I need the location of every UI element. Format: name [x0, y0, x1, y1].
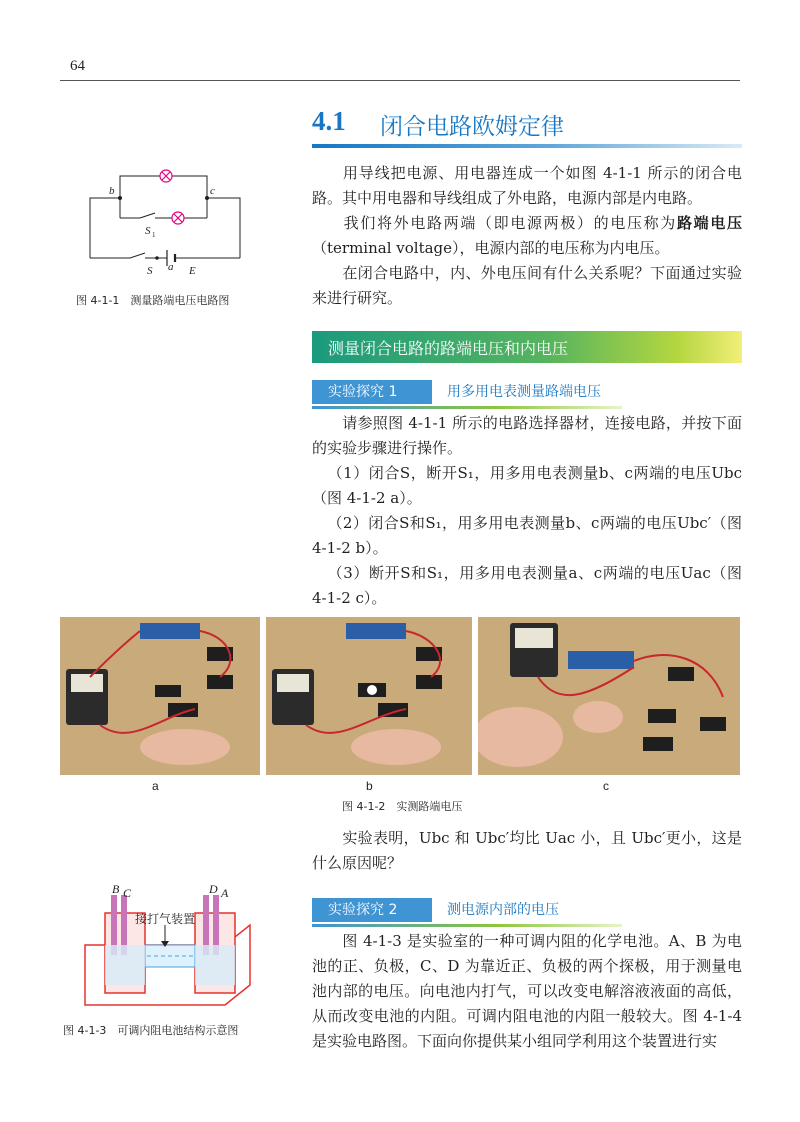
photo-c-illustration: [478, 617, 740, 775]
experiment-1-title: 用多用电表测量路端电压: [447, 384, 601, 400]
photo-a-label: a: [152, 779, 159, 793]
intro-paragraph-1: 用导线把电源、用电器连成一个如图 4-1-1 所示的闭合电路。其中用电器和导线组成了外电路，电源内部是内电路。: [312, 164, 742, 207]
label-D: D: [209, 885, 218, 896]
intro-paragraph-2: 我们将外电路两端（即电源两极）的电压称为路端电压（terminal voltage），电源内部的电压称为内电压。: [312, 214, 742, 257]
figure-4-1-3: [75, 885, 255, 1010]
photo-c-label: c: [603, 779, 609, 793]
section-title: [312, 106, 742, 148]
label-e: E: [189, 265, 196, 277]
battery-structure-diagram: [75, 885, 255, 1010]
term-terminal-voltage: 路端电压: [676, 214, 742, 232]
experiment-2-tag: 实验探究 2: [312, 898, 432, 922]
label-s1: S: [145, 225, 151, 237]
subsection-title: 测量闭合电路的路端电压和内电压: [328, 339, 569, 358]
label-s: S: [147, 265, 153, 277]
experiment-1-step-3: （3）断开S和S₁，用多用电表测量a、c两端的电压Uac（图 4-1-2 c）。: [312, 564, 742, 607]
experiment-1-underline: [312, 406, 622, 409]
experiment-2-paragraph: 图 4-1-3 是实验室的一种可调内阻的化学电池。A、B 为电池的正、负极，C、D 为靠近正、负极的两个探极，用于测量电池内部的电压。向电池内打气，可以改变电解溶液液面的高低，从而改变电池的内阻。可调内阻电池的内阻一般较大。图 4-1-4 是实验电路图。下面向你提供某小组同学利用这个装置进行实: [312, 932, 742, 1050]
photo-b-illustration: [266, 617, 472, 775]
figure-4-1-2-caption: 图 4-1-2 实测路端电压: [342, 800, 463, 813]
label-b: b: [109, 185, 115, 197]
label-pump: 接打气装置: [135, 912, 196, 926]
figure-4-1-1-caption: 图 4-1-1 测量路端电压电路图: [76, 294, 230, 307]
experiment-1-header: [312, 380, 742, 404]
photo-a: [60, 617, 260, 775]
experiment-2-underline: [312, 924, 622, 927]
conclusion-paragraph: 实验表明，Ubc 和 Ubc′均比 Uac 小，且 Ubc′更小，这是什么原因呢？: [312, 829, 742, 872]
photo-a-illustration: [60, 617, 260, 775]
intro-paragraph-3: 在闭合电路中，内、外电压间有什么关系呢？下面通过实验来进行研究。: [312, 264, 742, 307]
label-a: a: [168, 261, 174, 273]
experiment-1-intro: 请参照图 4-1-1 所示的电路选择器材，连接电路，并按下面的实验步骤进行操作。: [312, 414, 742, 457]
section-title-underline: [312, 144, 742, 148]
page-number: 64: [70, 58, 85, 74]
label-c: c: [210, 185, 215, 197]
experiment-1-step-2: （2）闭合S和S₁，用多用电表测量b、c两端的电压Ubc′（图 4-1-2 b）。: [312, 514, 742, 557]
figure-4-1-3-caption: 图 4-1-3 可调内阻电池结构示意图: [63, 1024, 239, 1037]
experiment-1-tag: 实验探究 1: [312, 380, 432, 404]
photo-b-label: b: [366, 779, 373, 793]
circuit-diagram: [85, 160, 250, 285]
figure-4-1-1: [85, 160, 250, 285]
section-number: 4.1: [312, 106, 346, 136]
photo-c: [478, 617, 740, 775]
experiment-1-step-1: （1）闭合S，断开S₁，用多用电表测量b、c两端的电压Ubc（图 4-1-2 a）。: [312, 464, 742, 507]
label-A: A: [221, 886, 229, 900]
label-s1-sub: 1: [152, 231, 156, 239]
label-C: C: [123, 886, 132, 900]
section-heading: 闭合电路欧姆定律: [380, 114, 564, 140]
experiment-2-header: [312, 898, 742, 922]
experiment-2-title: 测电源内部的电压: [447, 902, 559, 918]
photo-b: [266, 617, 472, 775]
subsection-banner: [312, 331, 742, 363]
label-B: B: [112, 885, 120, 896]
header-rule: [60, 80, 740, 81]
